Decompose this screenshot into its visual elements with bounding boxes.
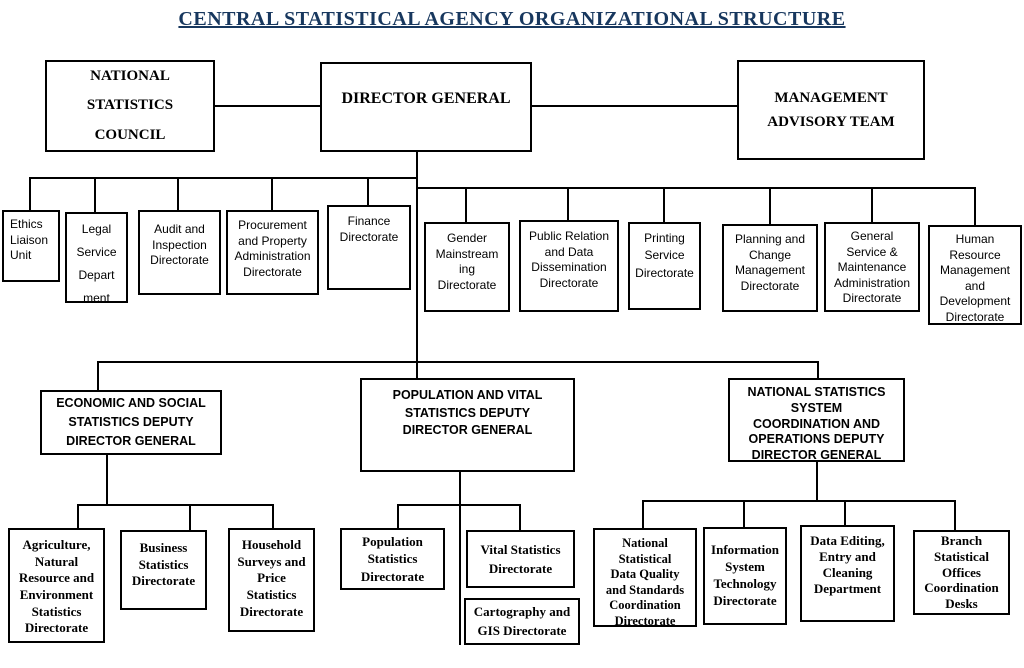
node-director-general: DIRECTOR GENERAL	[320, 62, 532, 152]
node-planning-change-directorate: Planning and Change Management Directorate	[722, 224, 818, 312]
node-printing-service-directorate: Printing Service Directorate	[628, 222, 701, 310]
connector-national-system-down	[816, 462, 818, 502]
connector-drop-public-relation	[567, 187, 569, 220]
node-agriculture-statistics-directorate: Agriculture, Natural Resource and Environment Statistics Directorate	[8, 528, 105, 643]
connector-drop-legal	[94, 177, 96, 212]
connector-drop-economic	[97, 361, 99, 390]
node-population-deputy: POPULATION AND VITAL STATISTICS DEPUTY DIRECTOR GENERAL	[360, 378, 575, 472]
node-business-statistics-directorate: Business Statistics Directorate	[120, 530, 207, 610]
connector-council-dg	[215, 105, 320, 107]
node-data-editing-department: Data Editing, Entry and Cleaning Department	[800, 525, 895, 622]
connector-dg-advisory	[531, 105, 737, 107]
node-general-service-directorate: General Service & Maintenance Administration Directorate	[824, 222, 920, 312]
connector-drop-branch-offices	[954, 500, 956, 530]
connector-drop-audit	[177, 177, 179, 210]
connector-deputy-bus	[97, 361, 819, 363]
node-data-quality-directorate: National Statistical Data Quality and Standards Coordination Directorate	[593, 528, 697, 627]
node-information-technology-directorate: Information System Technology Directorate	[703, 527, 787, 625]
connector-drop-population-stats	[397, 504, 399, 528]
connector-economic-bus	[77, 504, 274, 506]
connector-drop-data-editing	[844, 500, 846, 525]
node-human-resource-directorate: Human Resource Management and Development Directorate	[928, 225, 1022, 325]
connector-drop-printing	[663, 187, 665, 222]
connector-drop-ethics	[29, 177, 31, 210]
connector-population-bus	[397, 504, 521, 506]
connector-national-system-bus	[642, 500, 956, 502]
node-public-relation-directorate: Public Relation and Data Dissemination Directorate	[519, 220, 619, 312]
connector-drop-national-system	[817, 361, 819, 378]
connector-drop-data-quality	[642, 500, 644, 528]
node-vital-statistics-directorate: Vital Statistics Directorate	[466, 530, 575, 588]
connector-drop-business	[189, 504, 191, 530]
node-national-system-deputy: NATIONAL STATISTICS SYSTEM COORDINATION AND OPERATIONS DEPUTY DIRECTOR GENERAL	[728, 378, 905, 462]
node-cartography-gis-directorate: Cartography and GIS Directorate	[464, 598, 580, 645]
connector-drop-information-technology	[743, 500, 745, 527]
connector-drop-agriculture	[77, 504, 79, 528]
connector-bus-right	[416, 187, 976, 189]
connector-population-down	[459, 472, 461, 645]
node-gender-mainstreaming-directorate: Gender Mainstream ing Directorate	[424, 222, 510, 312]
node-legal-service-department: Legal Service Depart ment	[65, 212, 128, 303]
connector-drop-gender	[465, 187, 467, 222]
node-finance-directorate: Finance Directorate	[327, 205, 411, 290]
node-audit-inspection-directorate: Audit and Inspection Directorate	[138, 210, 221, 295]
chart-title: CENTRAL STATISTICAL AGENCY ORGANIZATIONAL STRUCTURE	[178, 8, 846, 30]
node-population-statistics-directorate: Population Statistics Directorate	[340, 528, 445, 590]
node-economic-deputy: ECONOMIC AND SOCIAL STATISTICS DEPUTY DIRECTOR GENERAL	[40, 390, 222, 455]
connector-dg-trunk	[416, 152, 418, 378]
node-national-statistics-council: NATIONAL STATISTICS COUNCIL	[45, 60, 215, 152]
connector-economic-down	[106, 455, 108, 506]
connector-drop-planning	[769, 187, 771, 224]
node-procurement-property-directorate: Procurement and Property Administration Directorate	[226, 210, 319, 295]
connector-drop-finance	[367, 177, 369, 205]
node-household-surveys-directorate: Household Surveys and Price Statistics Directorate	[228, 528, 315, 632]
connector-drop-general-service	[871, 187, 873, 222]
connector-bus-left	[30, 177, 418, 179]
node-ethics-liaison-unit: Ethics Liaison Unit	[2, 210, 60, 282]
connector-drop-procurement	[271, 177, 273, 210]
connector-drop-vital-stats	[519, 504, 521, 530]
node-management-advisory-team: MANAGEMENT ADVISORY TEAM	[737, 60, 925, 160]
connector-drop-household	[272, 504, 274, 528]
node-branch-offices-desks: Branch Statistical Offices Coordination Desks	[913, 530, 1010, 615]
connector-drop-human-resource	[974, 187, 976, 225]
